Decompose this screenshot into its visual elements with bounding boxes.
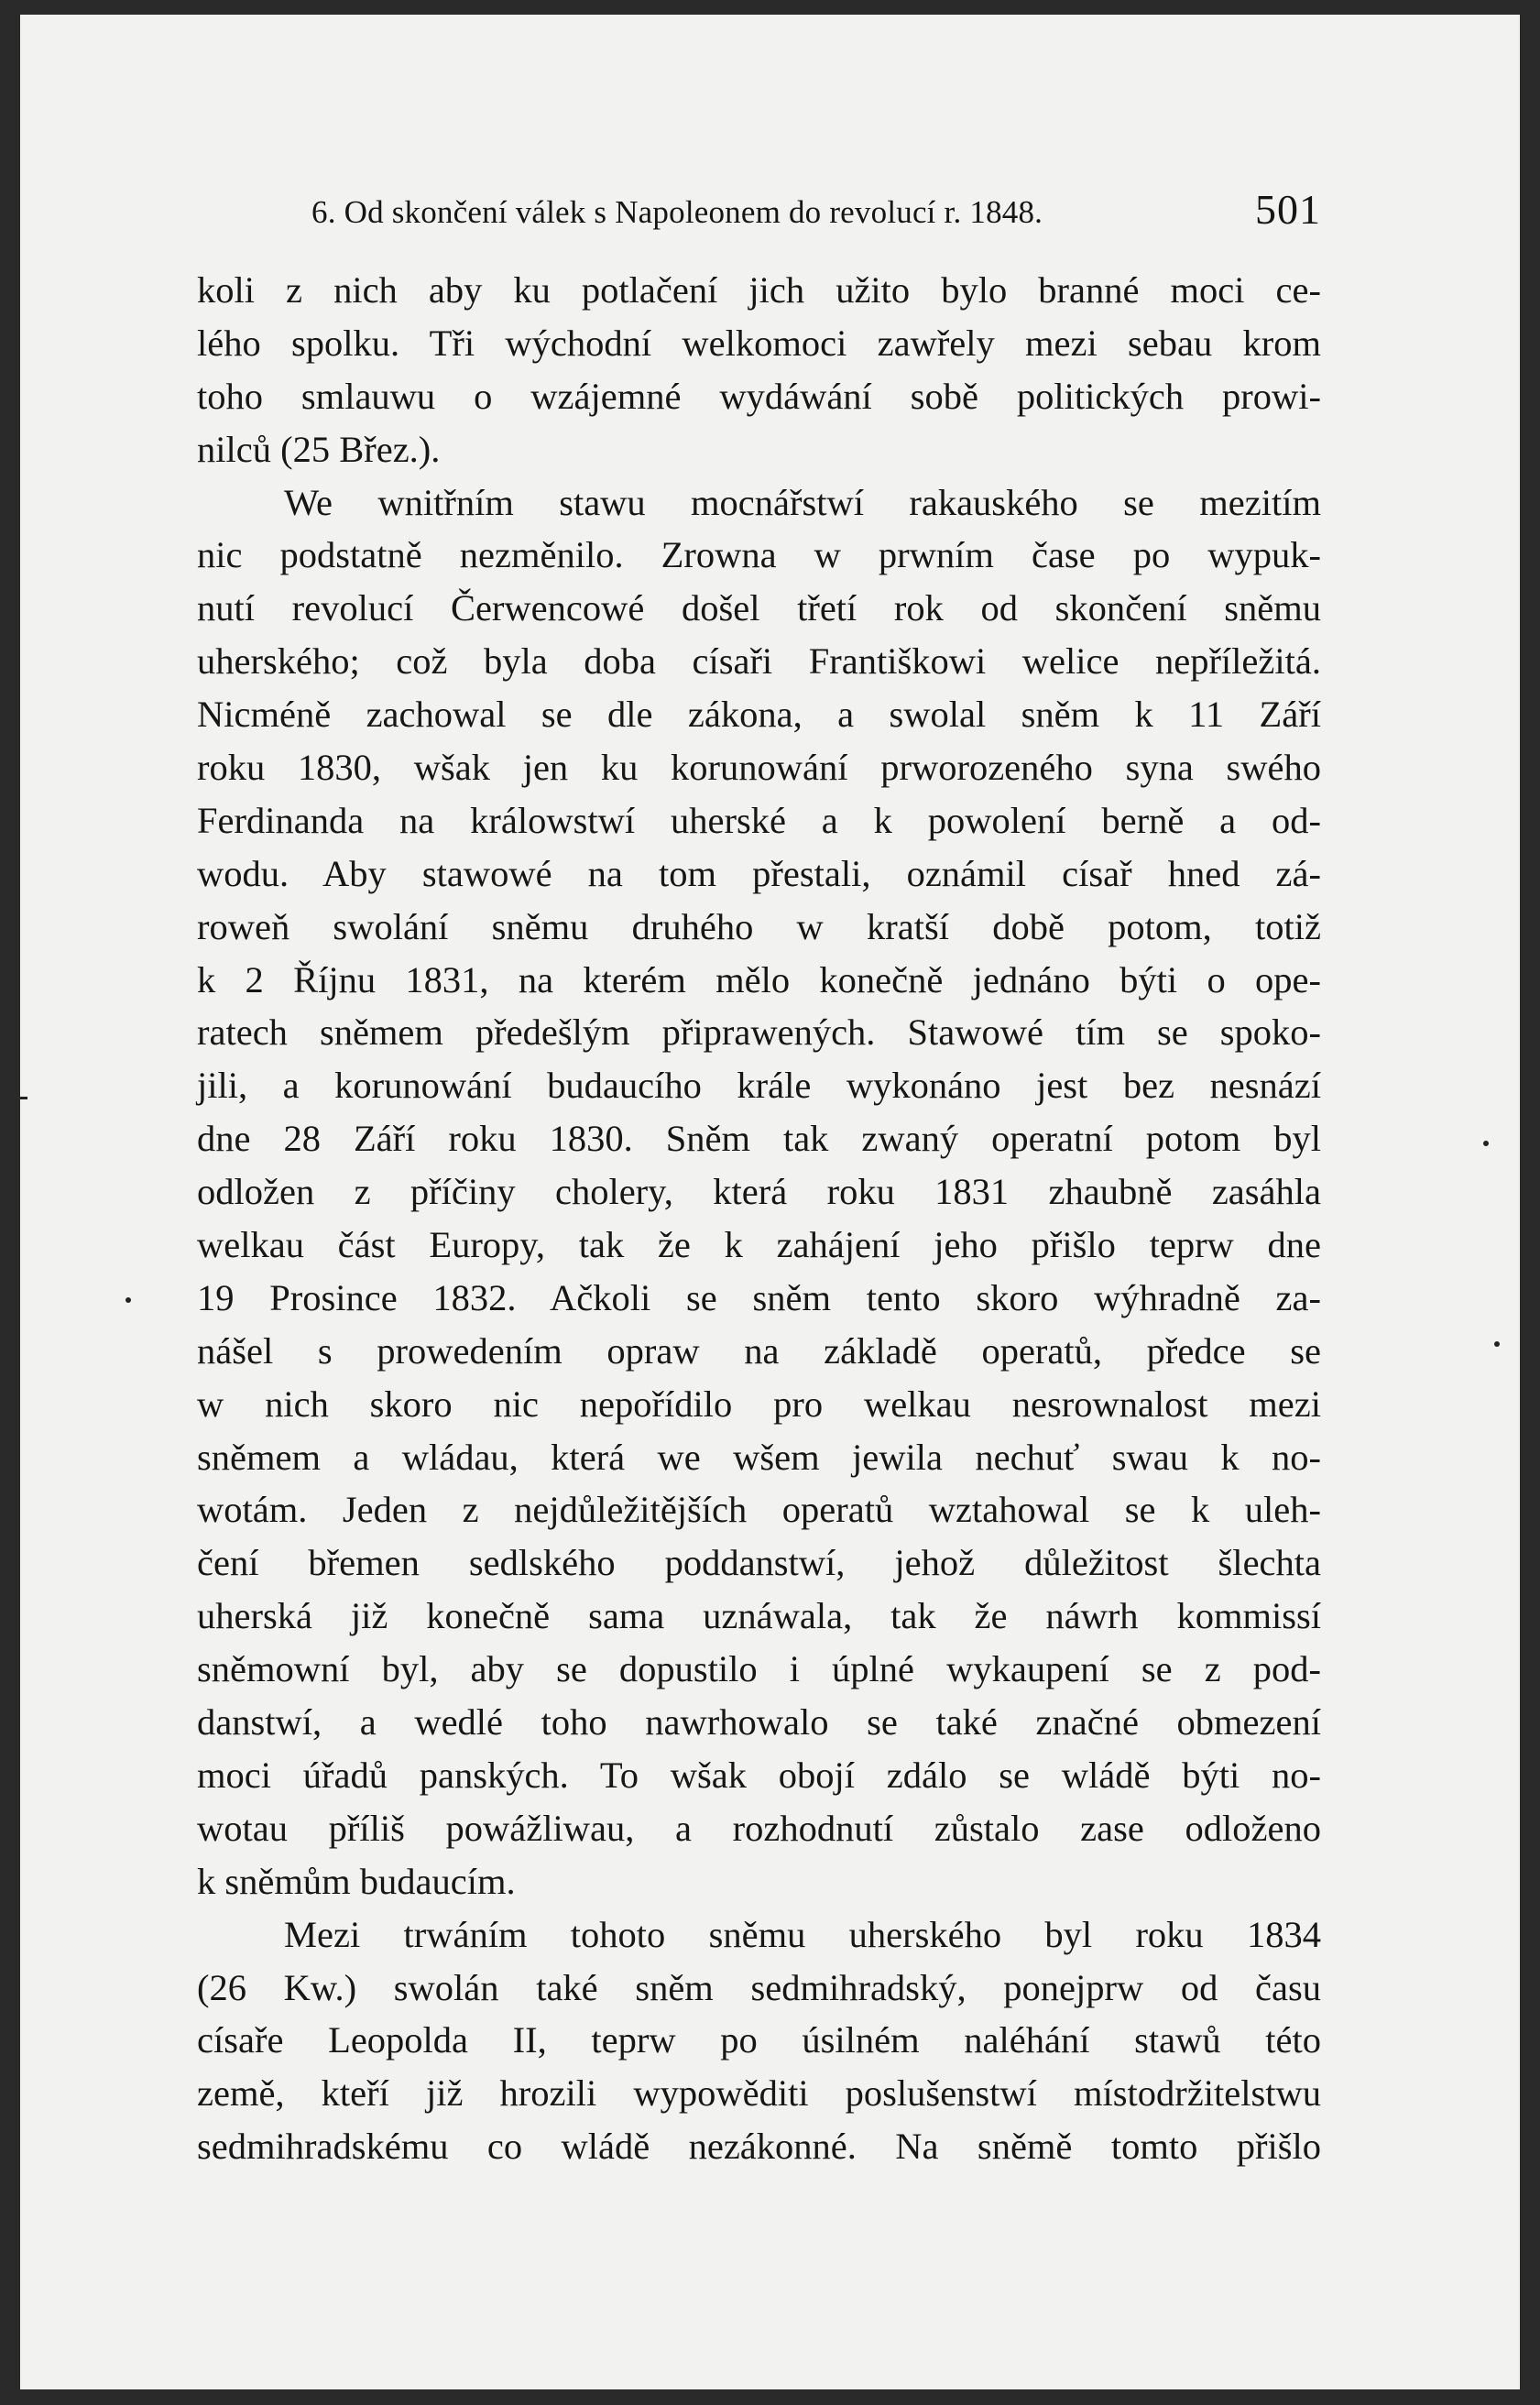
text-line: Ferdinanda na králowstwí uherské a k powolení berně a od-	[197, 799, 1321, 841]
text-line: císaře Leopolda II, teprw po úsilném naléhání stawů této	[197, 2019, 1321, 2061]
text-line: toho smlauwu o wzájemné wydáwání sobě politických prowi-	[197, 375, 1321, 417]
text-line: (26 Kw.) swolán také sněm sedmihradský, ponejprw od času	[197, 1966, 1321, 2008]
text-line: Mezi trwáním tohoto sněmu uherského byl roku 1834	[284, 1913, 1321, 1955]
text-line: We wnitřním stawu mocnářstwí rakauského se mezitím	[284, 481, 1321, 523]
print-speck	[126, 1297, 131, 1303]
body-text	[197, 264, 1321, 2173]
book-page	[20, 15, 1520, 2389]
text-line: moci úřadů panských. To wšak obojí zdálo se wládě býti no-	[197, 1754, 1321, 1796]
text-line: wotám. Jeden z nejdůležitějších operatů wztahowal se k uleh-	[197, 1489, 1321, 1531]
print-speck	[1483, 1141, 1489, 1146]
text-line: sněmem a wládau, která we wšem jewila nechuť swau k no-	[197, 1436, 1321, 1478]
text-line: Nicméně zachowal se dle zákona, a swolal sněm k 11 Září	[197, 694, 1321, 736]
page-number: 501	[1255, 186, 1321, 233]
text-line: nášel s prowedením opraw na základě operatů, předce se	[197, 1329, 1321, 1372]
text-line: k 2 Říjnu 1831, na kterém mělo konečně jednáno býti o ope-	[197, 958, 1321, 1000]
text-line: uherského; což byla doba císaři Františkowi welice nepříležitá.	[197, 640, 1321, 683]
print-speck	[1494, 1341, 1500, 1347]
text-line: jili, a korunowání budaucího krále wykonáno jest bez nesnází	[197, 1065, 1321, 1107]
running-head: 6. Od skončení válek s Napoleonem do revolucí r. 1848.	[311, 194, 1043, 230]
text-line: koli z nich aby ku potlačení jich užito bylo branné moci ce-	[197, 269, 1321, 311]
text-line: lého spolku. Tři wýchodní welkomoci zawřely mezi sebau krom	[197, 322, 1321, 364]
text-line: k sněmům budaucím.	[197, 1860, 516, 1902]
text-line: ratech sněmem předešlým připrawených. Stawowé tím se spoko-	[197, 1011, 1321, 1054]
text-line: w nich skoro nic nepořídilo pro welkau nesrownalost mezi	[197, 1383, 1321, 1425]
text-line: odložen z příčiny cholery, která roku 1831 zhaubně zasáhla	[197, 1171, 1321, 1213]
text-line: roku 1830, wšak jen ku korunowání prworozeného syna swého	[197, 747, 1321, 789]
text-line: nilců (25 Břez.).	[197, 428, 441, 470]
text-line: země, kteří již hrozili wypowěditi poslušenstwí místodržitelstwu	[197, 2072, 1321, 2115]
text-line: sněmowní byl, aby se dopustilo i úplné wykaupení se z pod-	[197, 1648, 1321, 1690]
text-line: roweň swolání sněmu druhého w kratší době potom, totiž	[197, 905, 1321, 947]
text-line: danstwí, a wedlé toho nawrhowalo se také značné obmezení	[197, 1701, 1321, 1744]
page-header	[311, 178, 1321, 233]
text-line: wodu. Aby stawowé na tom přestali, oznámil císař hned zá-	[197, 852, 1321, 894]
text-line: dne 28 Září roku 1830. Sněm tak zwaný operatní potom byl	[197, 1118, 1321, 1160]
text-line: uherská již konečně sama uznáwala, tak že náwrh kommissí	[197, 1595, 1321, 1637]
text-line: sedmihradskému co wládě nezákonné. Na sněmě tomto přišlo	[197, 2126, 1321, 2168]
text-line: čení břemen sedlského poddanstwí, jehož důležitost šlechta	[197, 1542, 1321, 1584]
text-line: wotau příliš powážliwau, a rozhodnutí zůstalo zase odloženo	[197, 1807, 1321, 1849]
text-line: nutí revolucí Čerwencowé došel třetí rok od skončení sněmu	[197, 587, 1321, 629]
text-line: 19 Prosince 1832. Ačkoli se sněm tento skoro wýhradně za-	[197, 1276, 1321, 1318]
text-line: nic podstatně nezměnilo. Zrowna w prwním čase po wypuk-	[197, 534, 1321, 576]
edge-mark	[20, 1097, 27, 1099]
text-line: welkau část Europy, tak že k zahájení jeho přišlo teprw dne	[197, 1224, 1321, 1266]
